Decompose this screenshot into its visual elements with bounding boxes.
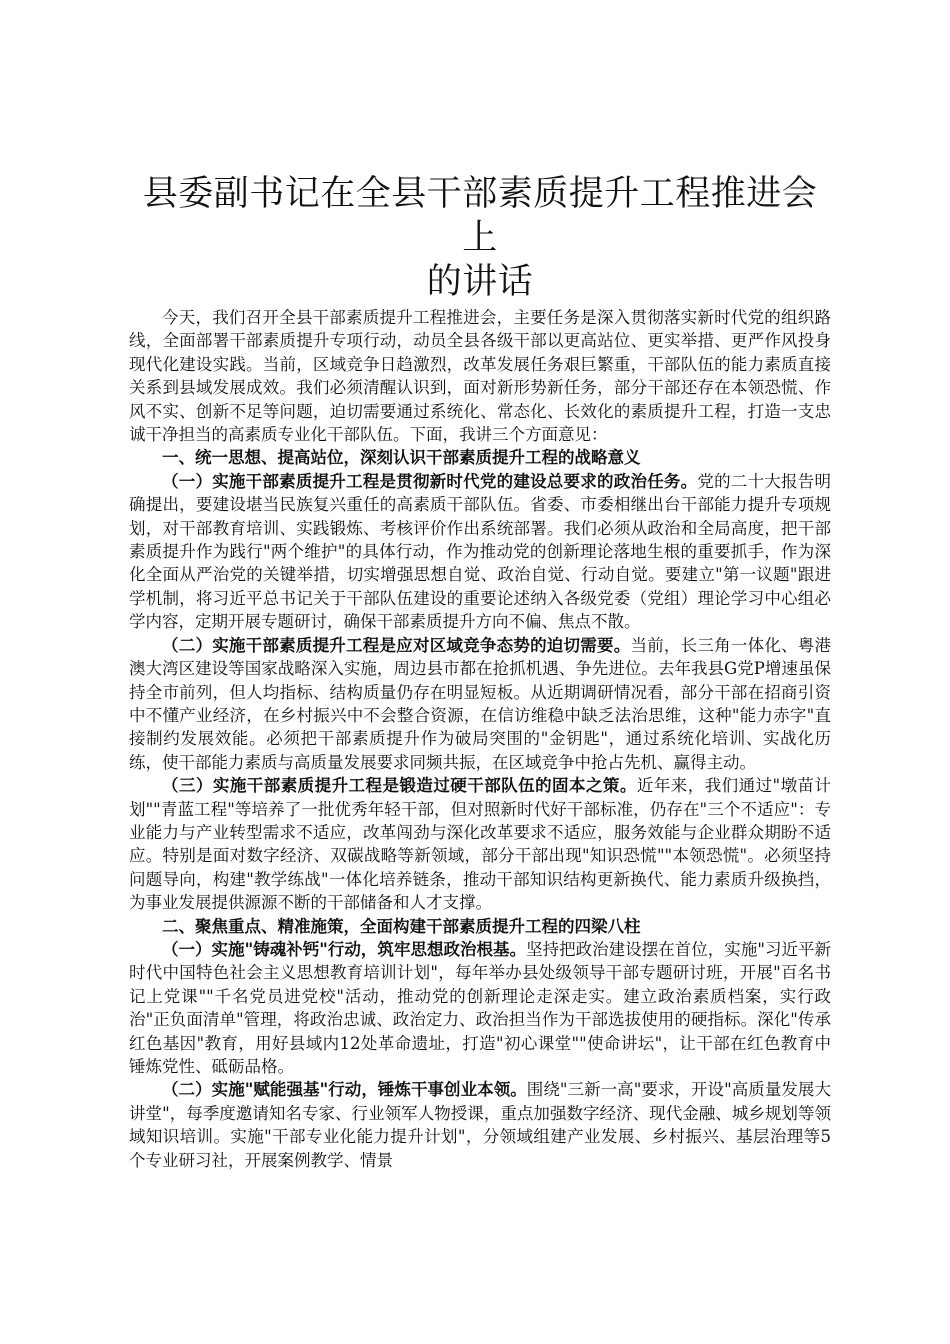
- section-1-paragraph-1: [129, 470, 831, 634]
- paragraph-body: 近年来，我们通过"墩苗计划""青蓝工程"等培养了一批优秀年轻干部，但对照新时代好干部标准，仍存在"三个不适应"：专业能力与产业转型需求不适应，改革闯劲与深化改革要求不适应，服务效能与企业群众期盼不适应。特别是面对数字经济、双碳战略等新领域，部分干部出现"知识恐慌""本领恐慌"。必须坚持问题导向，构建"教学练战"一体化培养链条，推动干部知识结构更新换代、能力素质升级换挡，为事业发展提供源源不断的干部储备和人才支撑。: [129, 776, 831, 913]
- paragraph-lead: （二）实施"赋能强基"行动，锤炼干事创业本领。: [162, 1080, 527, 1100]
- section-1-paragraph-2: [129, 634, 831, 774]
- paragraph-body: 党的二十大报告明确提出，要建设堪当民族复兴重任的高素质干部队伍。省委、市委相继出台干部能力提升专项规划，对干部教育培训、实践锻炼、考核评价作出系统部署。我们必须从政治和全局高度，把干部素质提升作为践行"两个维护"的具体行动，作为推动党的创新理论落地生根的重要抓手，作为深化全面从严治党的关键举措，切实增强思想自觉、政治自觉、行动自觉。要建立"第一议题"跟进学机制，将习近平总书记关于干部队伍建设的重要论述纳入各级党委（党组）理论学习中心组必学内容，定期开展专题研讨，确保干部素质提升方向不偏、焦点不散。: [129, 471, 832, 632]
- paragraph-lead: （一）实施"铸魂补钙"行动，筑牢思想政治根基。: [162, 939, 527, 959]
- section-2-heading: 二、聚焦重点、精准施策，全面构建干部素质提升工程的四梁八柱: [162, 916, 641, 936]
- section-1-paragraph-3: [129, 774, 831, 914]
- section-1-heading: 一、统一思想、提高站位，深刻认识干部素质提升工程的战略意义: [162, 448, 641, 468]
- paragraph-body: 当前，长三角一体化、粤港澳大湾区建设等国家战略深入实施，周边县市都在抢抓机遇、争先进位。去年我县G党P增速虽保持全市前列，但人均指标、结构质量仍存在明显短板。从近期调研情况看，部分干部在招商引资中不懂产业经济，在乡村振兴中不会整合资源，在信访维稳中缺乏法治思维，这种"能力赤字"直接制约发展效能。必须把干部素质提升作为破局突围的"金钥匙"，通过系统化培训、实战化历练，使干部能力素质与高质量发展要求同频共振，在区域竞争中抢占先机、赢得主动。: [129, 635, 832, 772]
- paragraph-body: 围绕"三新一高"要求，开设"高质量发展大讲堂"，每季度邀请知名专家、行业领军人物授课，重点加强数字经济、现代金融、城乡规划等领域知识培训。实施"干部专业化能力提升计划"，分领域组建产业发展、乡村振兴、基层治理等5个专业研习社，开展案例教学、情景: [129, 1080, 831, 1170]
- paragraph-body: 坚持把政治建设摆在首位，实施"习近平新时代中国特色社会主义思想教育培训计划"，每年举办县处级领导干部专题研讨班，开展"百名书记上党课""千名党员进党校"活动，推动党的创新理论走深走实。建立政治素质档案，实行政治"正负面清单"管理，将政治忠诚、政治定力、政治担当作为干部选拔使用的硬指标。深化"传承红色基因"教育，用好县域内12处革命遗址，打造"初心课堂""使命讲坛"，让干部在红色教育中锤炼党性、砥砺品格。: [129, 939, 831, 1076]
- paragraph-lead: （二）实施干部素质提升工程是应对区域竞争态势的迫切需要。: [162, 635, 631, 655]
- section-2-paragraph-2: [129, 1078, 831, 1172]
- title-line-1: 县委副书记在全县干部素质提升工程推进会上: [142, 174, 818, 258]
- title-line-2: 的讲话: [426, 262, 534, 302]
- paragraph-lead: （三）实施干部素质提升工程是锻造过硬干部队伍的固本之策。: [162, 776, 637, 796]
- section-2-paragraph-1: [129, 938, 831, 1078]
- document-page: [129, 172, 831, 1172]
- document-title: [129, 172, 831, 304]
- paragraph-lead: （一）实施干部素质提升工程是贯彻新时代党的建设总要求的政治任务。: [162, 471, 698, 491]
- intro-paragraph: 今天，我们召开全县干部素质提升工程推进会，主要任务是深入贯彻落实新时代党的组织路线，全面部署干部素质提升专项行动，动员全县各级干部以更高站位、更实举措、更严作风投身现代化建设实践。当前，区域竞争日趋激烈，改革发展任务艰巨繁重，干部队伍的能力素质直接关系到县域发展成效。我们必须清醒认识到，面对新形势新任务，部分干部还存在本领恐慌、作风不实、创新不足等问题，迫切需要通过系统化、常态化、长效化的素质提升工程，打造一支忠诚干净担当的高素质专业化干部队伍。下面，我讲三个方面意见：: [129, 308, 831, 445]
